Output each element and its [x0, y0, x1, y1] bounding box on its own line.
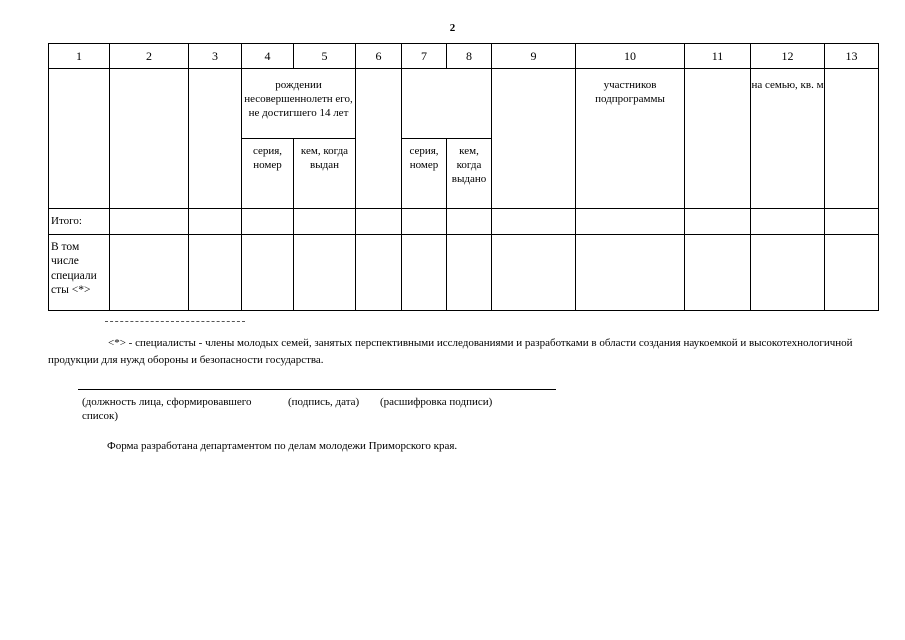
table-cell: [294, 235, 356, 311]
table-cell: [189, 235, 242, 311]
table-cell: [825, 235, 879, 311]
header-cell: [492, 69, 576, 209]
table-cell: [356, 235, 402, 311]
header-area-per-family: на семью, кв. м: [751, 69, 825, 209]
signature-label-position: (должность лица, сформировавшего список): [82, 396, 252, 422]
table-cell: [685, 209, 751, 235]
table-cell: [294, 209, 356, 235]
table-cell: [825, 209, 879, 235]
column-number: 6: [356, 44, 402, 69]
header-cell: [110, 69, 189, 209]
table-cell: [110, 235, 189, 311]
table-cell: [402, 235, 447, 311]
column-number: 9: [492, 44, 576, 69]
column-number: 8: [447, 44, 492, 69]
data-table: [48, 43, 879, 311]
form-note: Форма разработана департаментом по делам молодежи Приморского края.: [107, 440, 458, 452]
table-cell: [492, 235, 576, 311]
table-cell: [447, 235, 492, 311]
header-cell: [356, 69, 402, 209]
column-number: 7: [402, 44, 447, 69]
header-issued-by: кем, когда выдано: [447, 139, 492, 209]
column-number: 1: [49, 44, 110, 69]
signature-label-decode: (расшифровка подписи): [380, 396, 493, 408]
column-number: 5: [294, 44, 356, 69]
footnote-separator: [105, 321, 245, 322]
footnote: <*> - специалисты - члены молодых семей, занятых перспективными исследованиями и разработками в области создания наукоемкой и высокотехнологичной продукции для нужд обороны и безопасности государства.: [48, 337, 853, 366]
header-cell: [685, 69, 751, 209]
header-series-number: серия, номер: [402, 139, 447, 209]
header-birth-certificate-group: рождении несовершеннолетн его, не достигшего 14 лет: [242, 69, 356, 139]
table-cell: [751, 235, 825, 311]
table-cell: [189, 209, 242, 235]
table-cell: [402, 209, 447, 235]
table-cell: [356, 209, 402, 235]
row-label-total: Итого:: [49, 209, 110, 235]
column-number: 3: [189, 44, 242, 69]
table-row: [49, 209, 879, 235]
header-row: [49, 69, 879, 139]
signature-line-decode: [398, 389, 556, 390]
signature-line-position: [78, 389, 298, 390]
signature-line-sign: [298, 389, 398, 390]
header-cell: [189, 69, 242, 209]
table-row: [49, 235, 879, 311]
table-cell: [576, 235, 685, 311]
table-cell: [751, 209, 825, 235]
column-number: 10: [576, 44, 685, 69]
table-cell: [685, 235, 751, 311]
header-participants: участников подпрограммы: [576, 69, 685, 209]
column-number: 12: [751, 44, 825, 69]
table-cell: [576, 209, 685, 235]
signature-label-sign: (подпись, дата): [288, 396, 360, 408]
table-cell: [447, 209, 492, 235]
header-series-number: серия, номер: [242, 139, 294, 209]
table-cell: [110, 209, 189, 235]
column-number: 4: [242, 44, 294, 69]
header-cell: [49, 69, 110, 209]
column-number: 11: [685, 44, 751, 69]
table-cell: [492, 209, 576, 235]
column-number: 2: [110, 44, 189, 69]
column-number-row: [49, 44, 879, 69]
header-cell: [402, 69, 492, 139]
table-cell: [242, 235, 294, 311]
page-number: 2: [449, 22, 456, 34]
column-number: 13: [825, 44, 879, 69]
table-cell: [242, 209, 294, 235]
header-cell: [825, 69, 879, 209]
header-issued-by: кем, когда выдан: [294, 139, 356, 209]
row-label-specialists: В том числе специали сты <*>: [49, 235, 110, 311]
